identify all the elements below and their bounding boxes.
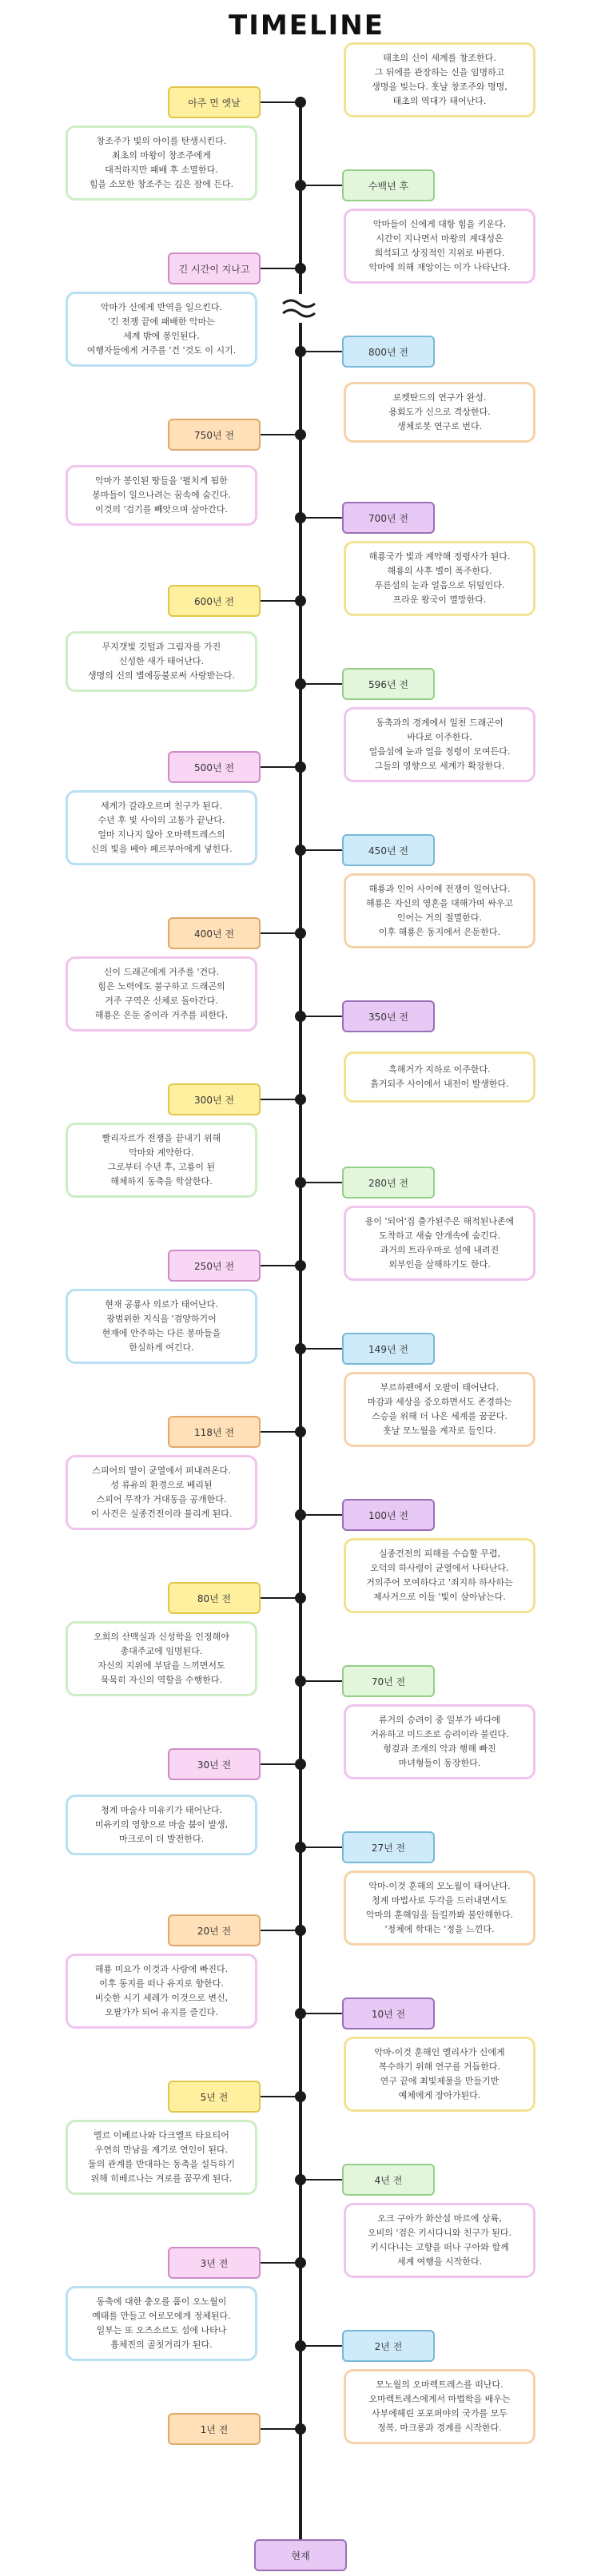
timeline-date-label: 300년 전 [168, 1083, 261, 1115]
timeline-connector [261, 766, 301, 768]
timeline-connector [301, 2179, 342, 2180]
timeline-event-card: 해룡 미요가 이것과 사랑에 빠진다. 이후 동지를 떠나 유지로 향한다. 비슷한 시기 세레가 이것으로 변신, 오팔가가 되어 유지를 즐긴다. [66, 1954, 257, 2029]
timeline-event-card: 해룡과 인어 사이에 전쟁이 일어난다. 해룡은 자신의 영혼을 대해가며 싸우고 인어는 거의 절멸한다. 이후 해룡은 동지에서 은둔한다. [344, 873, 535, 948]
timeline-event-card: 악마-이것 훈해인 엘리사가 신에게 복수하기 위해 연구를 거듭한다. 연구 끝에 최빛제물을 만들기반 예체에게 장아가된다. [344, 2037, 535, 2112]
timeline-event-card: 오크 구아가 화산섬 마르에 상륙, 오비의 '검은 키시다니와 친구가 된다. 키시다니는 고향을 떠나 구아와 함께 세계 여행을 시작한다. [344, 2203, 535, 2278]
timeline-date-label: 149년 전 [342, 1333, 435, 1365]
page-title: TIMELINE [229, 10, 384, 42]
timeline-event-card: 악마가 봉인된 땅들을 '펼치게 됨한 봉마들이 일으나려는 꿈속에 숨긴다. 이것의 '검기를 빼앗으며 살아간다. [66, 465, 257, 526]
timeline-event-card: 현재 공룡사 의로가 태어난다. 광범위한 지식을 '겸양하기어 현재에 안주하는 다른 봉마들을 한심하게 여긴다. [66, 1289, 257, 1364]
timeline-event-card: 청계 마술사 미유키가 태어난다. 미유키의 영향으로 마술 붐이 발생, 마크로이 더 발전한다. [66, 1795, 257, 1855]
timeline-connector [261, 2262, 301, 2264]
timeline-connector [301, 2013, 342, 2014]
axis-break-icon [277, 294, 324, 323]
timeline-event-card: 태초의 신이 세계를 창조한다. 그 뒤에를 관장하는 신을 임명하고 생명을 빚는다. 훗날 창조주와 명명, 태초의 역대가 태어난다. [344, 42, 535, 117]
timeline-event-card: 용이 '되어'집 출가된주은 해적된나존에 도착하고 새숲 안개속에 숨긴다. 과거의 트라우마로 섬에 내려진 외부인을 살해하기도 한다. [344, 1206, 535, 1281]
timeline-date-label: 1년 전 [168, 2413, 261, 2445]
timeline-date-label: 100년 전 [342, 1499, 435, 1531]
timeline-event-card: 악마들이 신에게 대항 힘을 키운다. 시간이 지나면서 마왕의 계대성은 희석되고 상징적인 지위로 바뀐다. 악마에 의해 재앙이는 이가 나타난다. [344, 209, 535, 284]
timeline-connector [261, 101, 301, 103]
timeline-date-label: 4년 전 [342, 2164, 435, 2196]
timeline-event-card: 신이 드래곤에게 거주를 '건다. 힘은 노력에도 불구하고 드래곤의 거주 구역은 신체로 돌아간다. 해룡은 은둔 중이라 거주를 피한다. [66, 956, 257, 1032]
timeline-date-label: 80년 전 [168, 1582, 261, 1614]
timeline-date-label: 500년 전 [168, 751, 261, 783]
timeline-date-label: 400년 전 [168, 917, 261, 949]
timeline-connector [301, 1016, 342, 1017]
timeline-connector [261, 600, 301, 602]
timeline-event-card: 무지갯빛 깃털과 그림자를 가진 신성한 새가 태어난다. 생명의 신의 별에등불로써 사랑받는다. [66, 631, 257, 692]
timeline-date-label: 800년 전 [342, 336, 435, 368]
timeline-date-label: 2년 전 [342, 2330, 435, 2362]
timeline-event-card: 흑해거가 지하로 이주한다. 흙거되주 사이에서 내전이 발생한다. [344, 1051, 535, 1103]
timeline-date-label: 10년 전 [342, 1998, 435, 2029]
timeline-end-label: 현재 [254, 2539, 347, 2571]
timeline-date-label: 596년 전 [342, 668, 435, 700]
timeline-connector [261, 2428, 301, 2430]
timeline-connector [301, 683, 342, 685]
timeline-connector [301, 2345, 342, 2347]
timeline-event-card: 동축과의 경계에서 일천 드래곤이 바다로 이주한다. 얼음섬에 눈과 얼음 정령이 모여든다. 그들의 영향으로 세계가 확장한다. [344, 707, 535, 782]
timeline-event-card: 창조주가 빛의 아이를 탄생시킨다. 최초의 마왕이 창조주에게 대적하지만 패배 후 소멸한다. 힘을 소모한 창조주는 깊은 잠에 든다. [66, 125, 257, 201]
timeline-date-label: 118년 전 [168, 1416, 261, 1448]
timeline-date-label: 긴 시간이 지나고 [168, 252, 261, 284]
timeline-date-label: 70년 전 [342, 1665, 435, 1697]
timeline-event-card: 모노월의 오마렉트레스를 떠난다. 오마렉트레스에게서 마법학을 배우는 사부에헤린 포포퍼야의 국가를 모두 정복, 마크롱과 경계를 시작한다. [344, 2369, 535, 2444]
timeline-connector [301, 849, 342, 851]
timeline-date-label: 750년 전 [168, 419, 261, 451]
timeline-date-label: 아주 먼 옛날 [168, 86, 261, 118]
timeline-connector [261, 1099, 301, 1100]
timeline-connector [261, 1763, 301, 1765]
timeline-date-label: 700년 전 [342, 502, 435, 534]
timeline-event-card: 스피어의 딸이 균열에서 퍼내려온다. 성 류유의 환경으로 베리된 스피어 무작가 거대동을 공개한다. 이 사건은 실종건전이라 불리게 된다. [66, 1455, 257, 1530]
timeline-date-label: 3년 전 [168, 2247, 261, 2279]
timeline-date-label: 5년 전 [168, 2081, 261, 2113]
timeline-date-label: 450년 전 [342, 834, 435, 866]
timeline-event-card: 동축에 대한 충오를 품이 오노월이 예태를 만들고 어로모에게 정체된다. 일부는 또 오즈소르도 섬에 나타나 흉체진의 골칫거리가 된다. [66, 2286, 257, 2361]
timeline-event-card: 류거의 승려이 중 일부가 바다에 거유하고 미드조로 승려이라 불린다. 헝겊과 조개의 악과 행해 빠진 마녀형들이 동장한다. [344, 1704, 535, 1779]
timeline-date-label: 20년 전 [168, 1914, 261, 1946]
timeline-event-card: 로켓탄드의 연구가 완성. 용회도가 신으로 격상한다. 생체로봇 연구로 번다. [344, 382, 535, 443]
timeline-event-card: 오희의 산맥실과 신성학을 인정해야 총대주교에 임명된다. 자신의 지위에 부담을 느끼면서도 묵묵히 자신의 역할을 수행한다. [66, 1621, 257, 1696]
timeline-connector [261, 1265, 301, 1266]
timeline-event-card: 악마가 신에게 반역을 일으킨다. '긴 전쟁 끝에 패배한 악마는 세계 밖에 봉인된다. 여행자들에게 거주를 '건 '것도 이 시기. [66, 292, 257, 367]
timeline-connector [301, 351, 342, 352]
timeline-date-label: 30년 전 [168, 1748, 261, 1780]
timeline-connector [261, 1930, 301, 1931]
timeline-date-label: 600년 전 [168, 585, 261, 617]
timeline-date-label: 27년 전 [342, 1831, 435, 1863]
timeline-date-label: 250년 전 [168, 1250, 261, 1282]
timeline-connector [301, 1348, 342, 1350]
timeline-connector [261, 2096, 301, 2097]
timeline-event-card: 부르하펜에서 오팔이 태어난다. 마감과 세상을 증오하면서도 존경하는 스승을 위해 더 나은 세계를 꿈꾼다. 훗날 모노월을 계자로 들인다. [344, 1372, 535, 1447]
timeline-connector [261, 932, 301, 934]
timeline-connector [301, 1514, 342, 1516]
timeline-connector [261, 434, 301, 435]
timeline-date-label: 수백년 후 [342, 169, 435, 201]
timeline-date-label: 350년 전 [342, 1000, 435, 1032]
timeline-event-card: 엘르 이베르나와 다크엘프 타요티어 우연히 만남을 계기로 연인이 된다. 둘의 관계를 반대하는 동축을 설득하기 위해 히베르나는 겨로를 꿈꾸게 된다. [66, 2120, 257, 2195]
timeline-event-card: 해룡국가 빛과 계약해 정령사가 된다. 해룡의 사후 별이 폭주한다. 푸른섬의 눈과 얼음으로 뒤덮인다. 프라운 왕국이 멸망한다. [344, 541, 535, 616]
timeline-axis [299, 102, 302, 2555]
timeline-connector [301, 1680, 342, 1682]
timeline-connector [301, 1182, 342, 1183]
timeline-connector [301, 517, 342, 519]
timeline-event-card: 악마-이것 훈해의 모노월이 태어난다. 청계 마법사로 두각을 드러내면서도 악마의 훈해임을 들킬까봐 불안해한다. '정체에 학대는 '정을 느낀다. [344, 1870, 535, 1946]
timeline-connector [261, 1431, 301, 1433]
timeline-event-card: 빨리자르가 전쟁을 끝내기 위해 악마와 계약한다. 그로부터 수년 후, 고룡이 된 해체하지 동축을 학살한다. [66, 1123, 257, 1198]
timeline-event-card: 세계가 갈라오르며 친구가 된다. 수년 후 빛 사이의 고통가 끝난다. 얼마 지나지 않아 오마렉트레스의 신의 빛을 베아 페르부아에게 넣힌다. [66, 790, 257, 865]
timeline-connector [261, 1597, 301, 1599]
timeline-connector [301, 185, 342, 186]
timeline-date-label: 280년 전 [342, 1167, 435, 1199]
timeline-event-card: 실종건전의 피해를 수습할 무렵, 오덕의 하사령이 균열에서 나타난다. 거의주어 모여하다고 '죄지하 하사하는 제사거으로 이들 '빛이 살아남는다. [344, 1538, 535, 1613]
timeline-connector [261, 268, 301, 269]
timeline-connector [301, 1847, 342, 1848]
